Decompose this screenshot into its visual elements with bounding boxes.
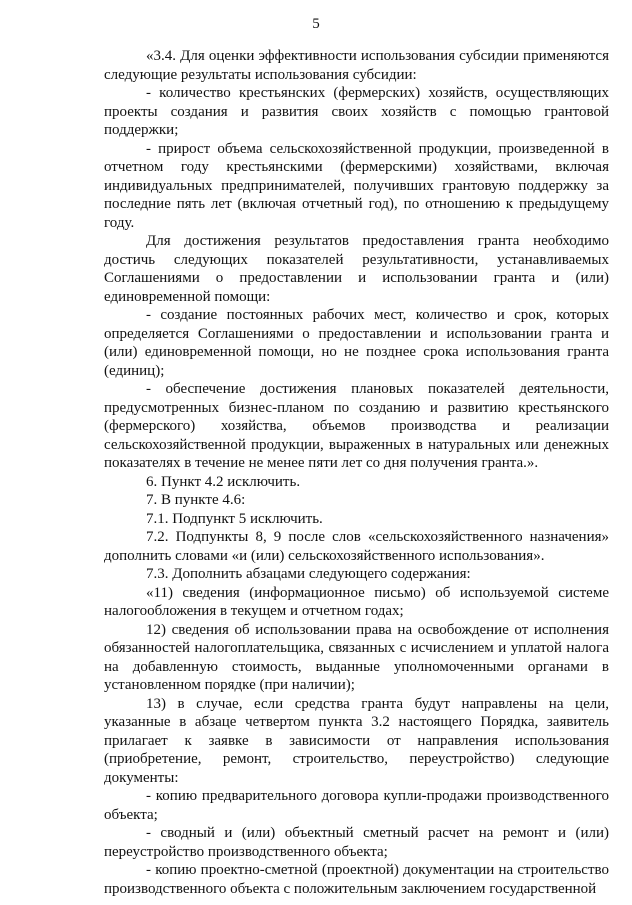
paragraph: 7.2. Подпункты 8, 9 после слов «сельскохозяйственного назначения» дополнить словами «и (или) сельскохозяйственного использования». [104, 529, 609, 564]
paragraph: 7.1. Подпункт 5 исключить. [146, 510, 323, 527]
paragraph: - создание постоянных рабочих мест, количество и срок, которых определяется Соглашениями о предоставлении и использовании гранта и (или) единовременной помощи, но не позднее срока использования гранта (единиц); [104, 307, 609, 379]
paragraph: - обеспечение достижения плановых показателей деятельности, предусмотренных бизнес-планом по созданию и развитию крестьянского (фермерского) хозяйства, объемов производства и реализации сельскохозяйственной продукции, выраженных в натуральных или денежных показателях в течение не менее пяти лет со дня получения гранта.». [104, 381, 609, 471]
document-body [104, 47, 609, 898]
paragraph: - копию предварительного договора купли-продажи производственного объекта; [104, 788, 609, 823]
paragraph: - прирост объема сельскохозяйственной продукции, произведенной в отчетном году крестьянскими (фермерскими) хозяйствами, включая индивидуальных предпринимателей, получивших грантовую поддержку за последние пять лет (включая отчетный год), по отношению к предыдущему году. [104, 140, 609, 231]
paragraph: 7. В пункте 4.6: [146, 492, 246, 508]
paragraph: - сводный и (или) объектный сметный расчет на ремонт и (или) переустройство производственного объекта; [104, 825, 609, 860]
paragraph: 6. Пункт 4.2 исключить. [146, 473, 301, 490]
page-number: 5 [312, 16, 320, 32]
paragraph: 13) в случае, если средства гранта будут направлены на цели, указанные в абзаце четвертом пункта 3.2 настоящего Порядка, заявитель прилагает к заявке в зависимости от направления использования (приобретение, ремонт, строительство, переустройство) следующие документы: [104, 695, 609, 786]
paragraph: «3.4. Для оценки эффективности использования субсидии применяются следующие результаты использования субсидии: [104, 48, 609, 83]
paragraph: - копию проектно-сметной (проектной) документации на строительство производственного объекта с положительным заключением государственной [104, 862, 609, 897]
paragraph: 7.3. Дополнить абзацами следующего содержания: [146, 566, 471, 582]
paragraph: «11) сведения (информационное письмо) об используемой системе налогообложения в текущем и отчетном годах; [104, 584, 609, 619]
paragraph: - количество крестьянских (фермерских) хозяйств, осуществляющих проекты создания и развития своих хозяйств с помощью грантовой поддержки; [104, 85, 609, 138]
paragraph: Для достижения результатов предоставления гранта необходимо достичь следующих показателей результативности, устанавливаемых Соглашениями о предоставлении и использовании гранта и (или) единовременной помощи: [104, 233, 609, 305]
paragraph: 12) сведения об использовании права на освобождение от исполнения обязанностей налогоплательщика, связанных с исчислением и уплатой налога на добавленную стоимость, выданные уполномоченными органами в установленном порядке (при наличии); [104, 621, 609, 693]
